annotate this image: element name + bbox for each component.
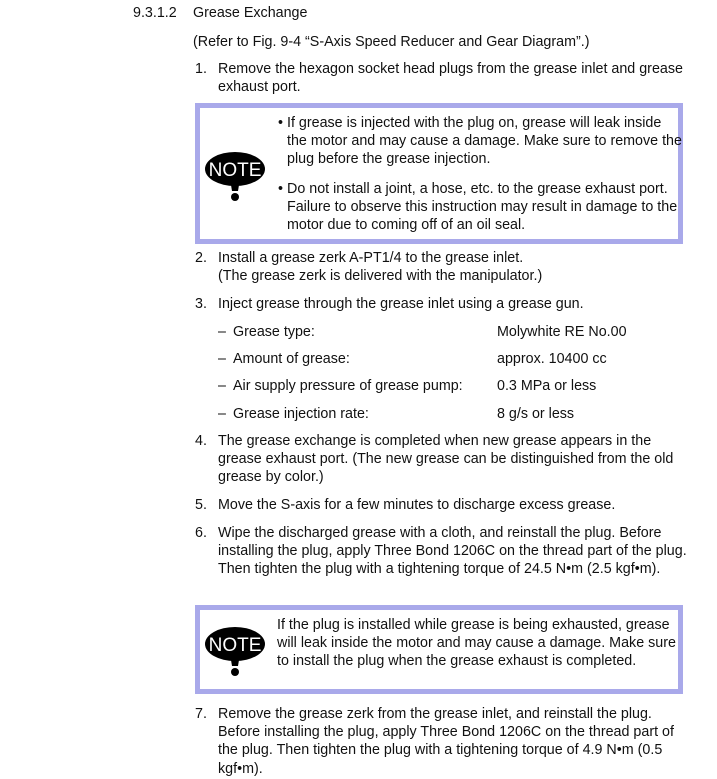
note-icon-label: NOTE bbox=[208, 635, 262, 656]
spec-value: approx. 10400 cc bbox=[497, 351, 607, 367]
spec-value: Molywhite RE No.00 bbox=[497, 324, 627, 340]
spec-label: Air supply pressure of grease pump: bbox=[233, 378, 463, 394]
note-icon bbox=[203, 622, 267, 678]
step-number: 5. bbox=[195, 497, 207, 513]
section-number: 9.3.1.2 bbox=[133, 5, 177, 21]
bullet-icon: • bbox=[278, 115, 284, 131]
step-number: 7. bbox=[195, 706, 207, 722]
step-text: Remove the grease zerk from the grease inlet, and reinstall the plug. Before installing the plug, apply Three Bond 1206C on the thread part of the plug. Then tighten the plug with a tightening torque of 4.9 N•m (0.5 kgf•m). bbox=[218, 706, 674, 777]
note-text: If the plug is installed while grease is being exhausted, grease will leak inside the motor and may cause a damage. Make sure to install the plug when the grease exhaust is completed. bbox=[277, 617, 676, 670]
step-text: Remove the hexagon socket head plugs from the grease inlet and grease exhaust port. bbox=[218, 61, 683, 96]
spec-value: 0.3 MPa or less bbox=[497, 378, 597, 394]
note-bullet-text: If grease is injected with the plug on, grease will leak inside the motor and may cause a damage. Make sure to remove the plug before the grease injection. bbox=[287, 115, 682, 168]
figure-reference: (Refer to Fig. 9-4 “S-Axis Speed Reducer and Gear Diagram”.) bbox=[193, 34, 590, 50]
bullet-icon: • bbox=[278, 181, 284, 197]
note-box bbox=[195, 605, 683, 694]
spec-dash: – bbox=[218, 378, 226, 394]
step-text: Install a grease zerk A-PT1/4 to the grease inlet. bbox=[218, 250, 524, 266]
step-text: The grease exchange is completed when new grease appears in the grease exhaust port. (The new grease can be distinguished from the old grease by color.) bbox=[218, 433, 674, 486]
step-number: 6. bbox=[195, 525, 207, 541]
step-number: 1. bbox=[195, 61, 207, 77]
spec-label: Grease injection rate: bbox=[233, 406, 369, 422]
note-bullet-text: Do not install a joint, a hose, etc. to the grease exhaust port. Failure to observe this instruction may result in damage to the motor due to coming off of an oil seal. bbox=[287, 181, 678, 234]
step-number: 3. bbox=[195, 296, 207, 312]
spec-label: Amount of grease: bbox=[233, 351, 350, 367]
note-icon bbox=[203, 147, 267, 203]
note-box bbox=[195, 103, 683, 244]
spec-value: 8 g/s or less bbox=[497, 406, 575, 422]
spec-label: Grease type: bbox=[233, 324, 315, 340]
spec-dash: – bbox=[218, 351, 226, 367]
spec-dash: – bbox=[218, 324, 226, 340]
step-text: (The grease zerk is delivered with the manipulator.) bbox=[218, 268, 543, 284]
section-title: Grease Exchange bbox=[193, 5, 308, 21]
spec-dash: – bbox=[218, 406, 226, 422]
step-text: Wipe the discharged grease with a cloth, and reinstall the plug. Before installing the plug, apply Three Bond 1206C on the thread part of the plug. Then tighten the plug with a tightening torque of 24.5 N•m (2.5 kgf•m). bbox=[218, 525, 687, 578]
step-text: Move the S-axis for a few minutes to discharge excess grease. bbox=[218, 497, 616, 513]
note-icon-label: NOTE bbox=[208, 160, 262, 181]
step-text: Inject grease through the grease inlet using a grease gun. bbox=[218, 296, 584, 312]
step-number: 2. bbox=[195, 250, 207, 266]
step-number: 4. bbox=[195, 433, 207, 449]
